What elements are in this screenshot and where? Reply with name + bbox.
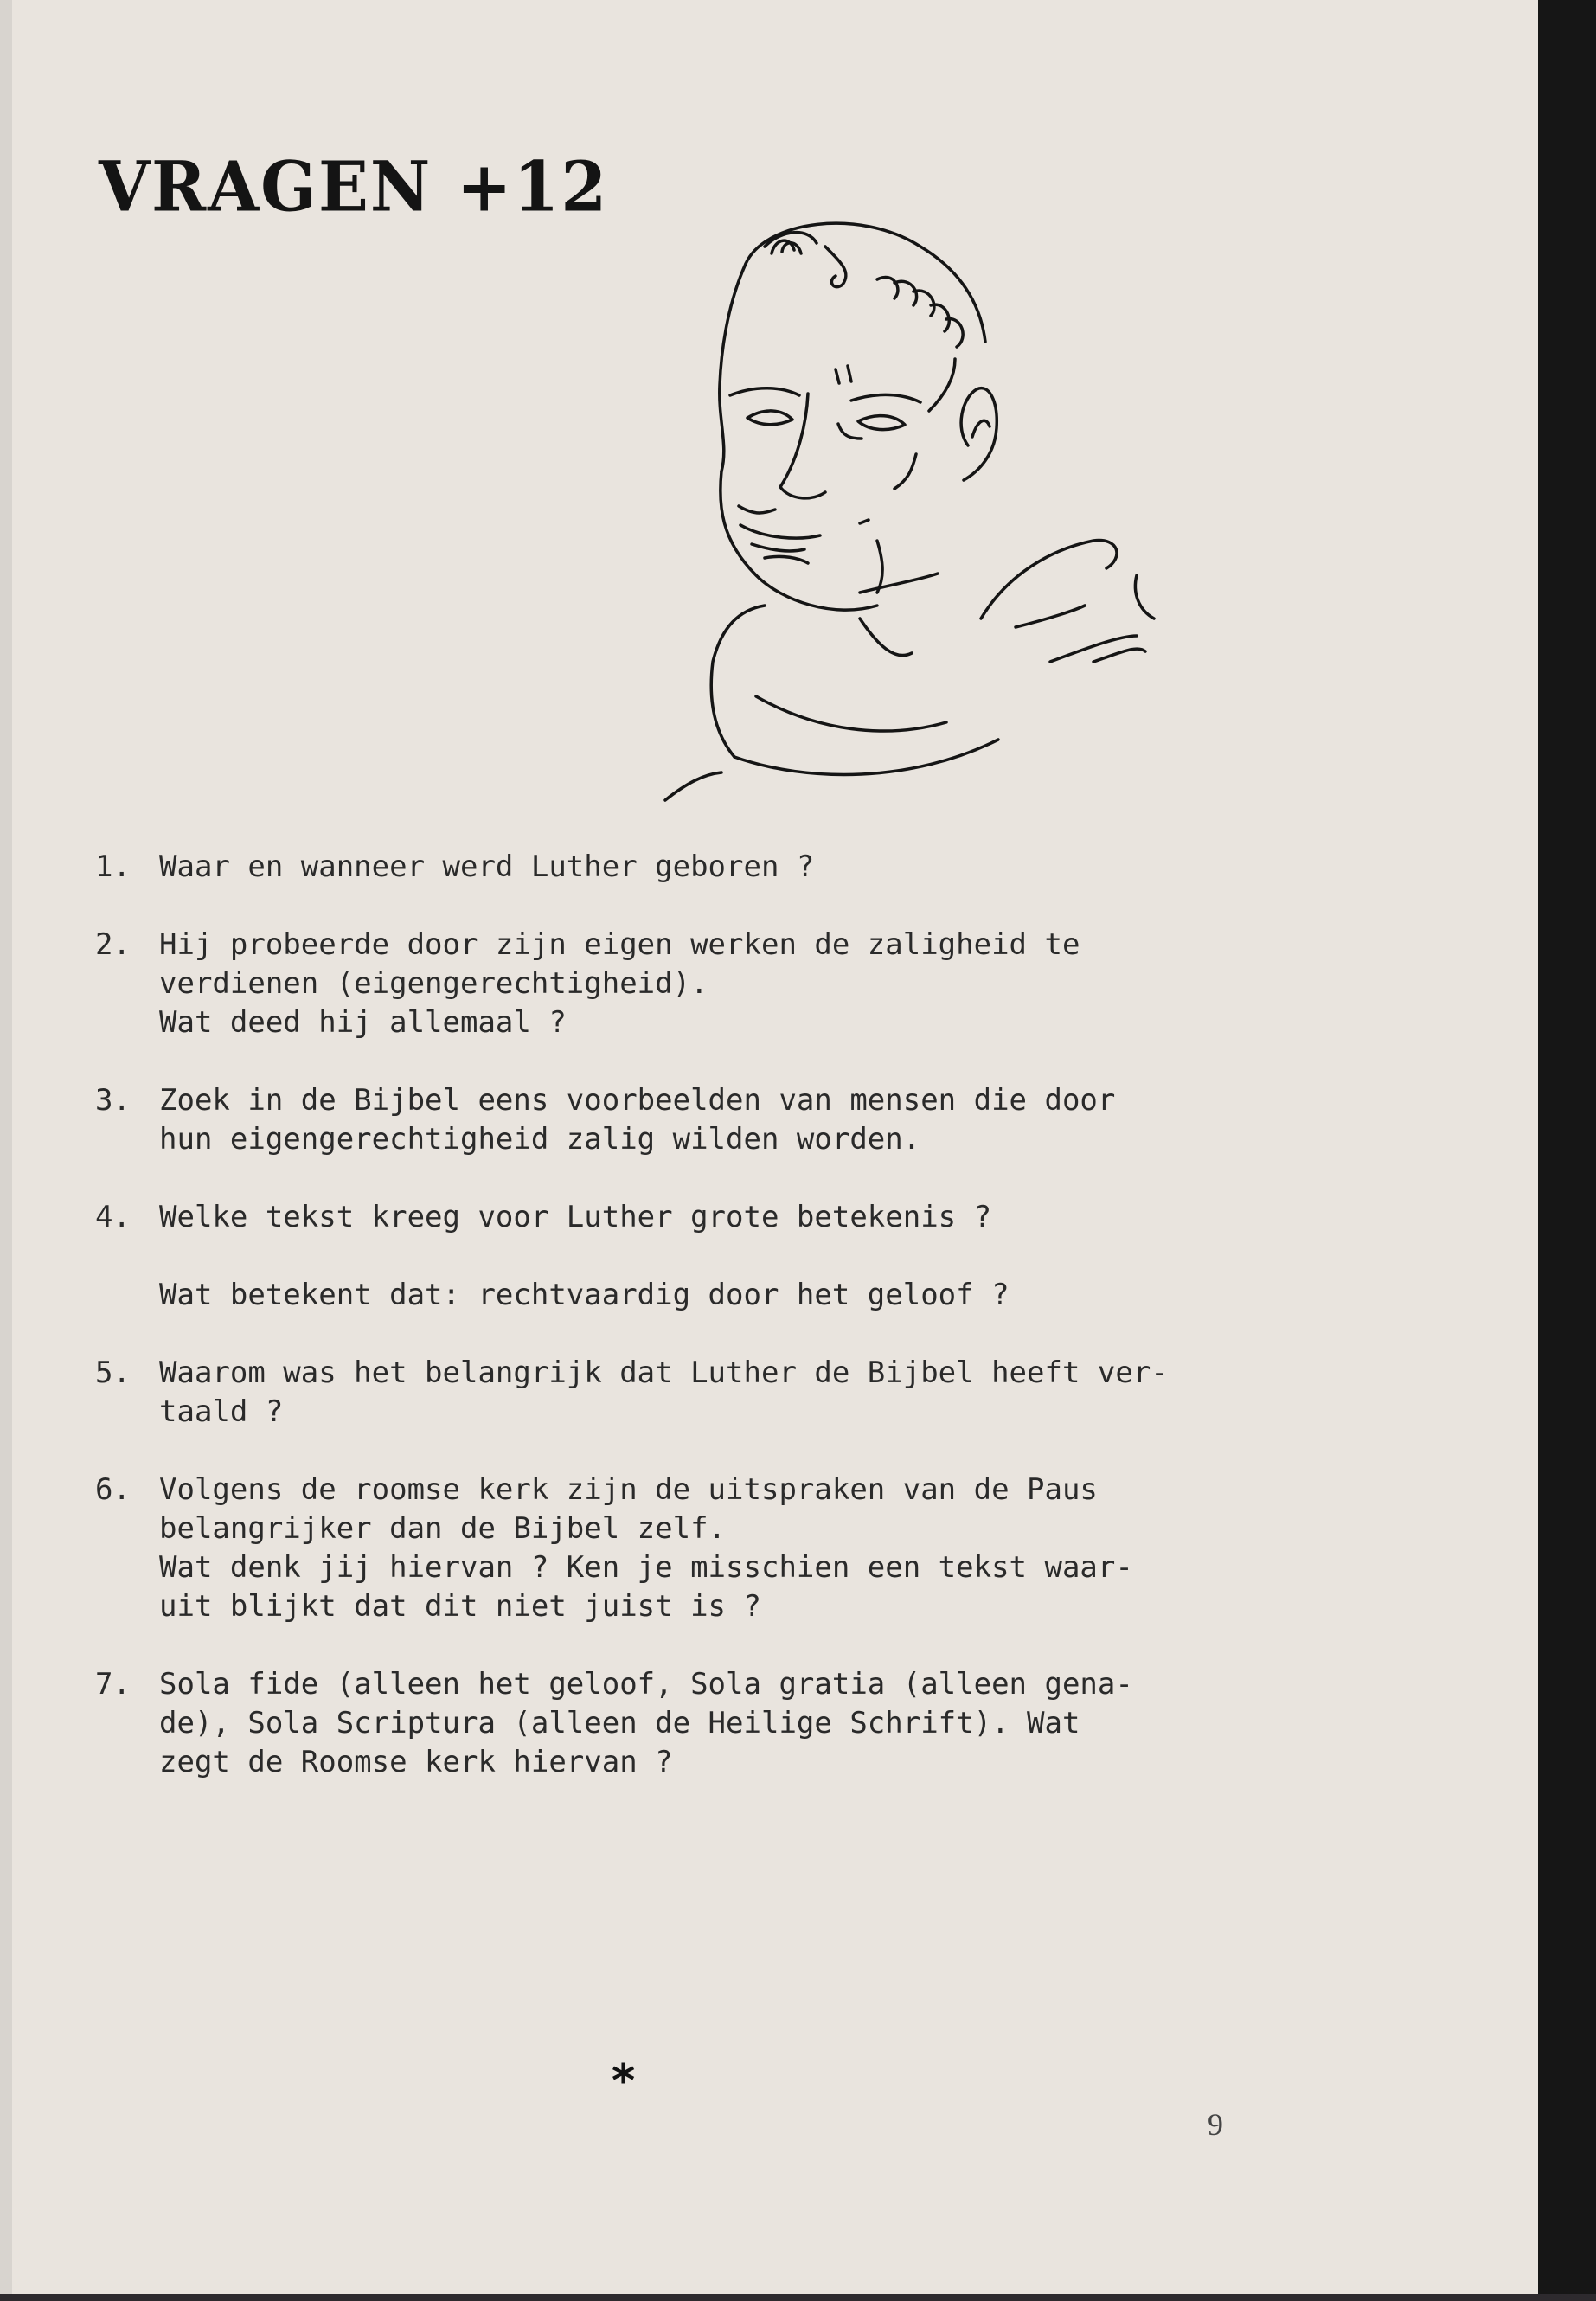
bottom-edge: [0, 2294, 1596, 2301]
question-text: Wat deed hij allemaal ?: [159, 1005, 567, 1040]
question-item: [95, 1198, 1324, 1315]
question-item: [95, 848, 1324, 887]
question-number: 4.: [95, 1200, 131, 1234]
question-text: Sola fide (alleen het geloof, Sola gratia (alleen gena-: [159, 1667, 1133, 1702]
question-number: 1.: [95, 849, 131, 884]
page-number: 9: [1208, 2107, 1223, 2142]
question-number: 7.: [95, 1667, 131, 1702]
question-number: 3.: [95, 1083, 131, 1118]
question-text: Wat denk jij hiervan ? Ken je misschien een tekst waar-: [159, 1550, 1133, 1585]
portrait-sketch-icon: [635, 212, 1258, 835]
question-item: [95, 926, 1324, 1042]
question-text: hun eigengerechtigheid zalig wilden worden.: [159, 1122, 921, 1157]
question-number: 5.: [95, 1356, 131, 1390]
question-text: verdienen (eigengerechtigheid).: [159, 966, 708, 1001]
question-text: Waar en wanneer werd Luther geboren ?: [159, 849, 815, 884]
question-item: [95, 1471, 1324, 1626]
question-item: [95, 1665, 1324, 1782]
question-number: 6.: [95, 1472, 131, 1507]
page-title: VRAGEN +12: [99, 145, 609, 228]
question-text: taald ?: [159, 1394, 284, 1429]
question-list: [95, 848, 1324, 1821]
question-text: Welke tekst kreeg voor Luther grote betekenis ?: [159, 1200, 992, 1234]
question-item: [95, 1354, 1324, 1432]
end-mark: *: [612, 2055, 636, 2107]
question-text: de), Sola Scriptura (alleen de Heilige Schrift). Wat: [159, 1706, 1080, 1740]
question-text: Volgens de roomse kerk zijn de uitspraken van de Paus: [159, 1472, 1098, 1507]
question-text: uit blijkt dat dit niet juist is ?: [159, 1589, 761, 1624]
question-text: zegt de Roomse kerk hiervan ?: [159, 1745, 673, 1779]
page-edge-shadow: [1538, 0, 1596, 2301]
question-text: Waarom was het belangrijk dat Luther de Bijbel heeft ver-: [159, 1356, 1169, 1390]
question-text: Hij probeerde door zijn eigen werken de zaligheid te: [159, 927, 1080, 962]
question-followup: Wat betekent dat: rechtvaardig door het geloof ?: [159, 1278, 1010, 1312]
question-text: belangrijker dan de Bijbel zelf.: [159, 1511, 727, 1546]
question-item: [95, 1081, 1324, 1159]
question-text: Zoek in de Bijbel eens voorbeelden van mensen die door: [159, 1083, 1116, 1118]
question-number: 2.: [95, 927, 131, 962]
